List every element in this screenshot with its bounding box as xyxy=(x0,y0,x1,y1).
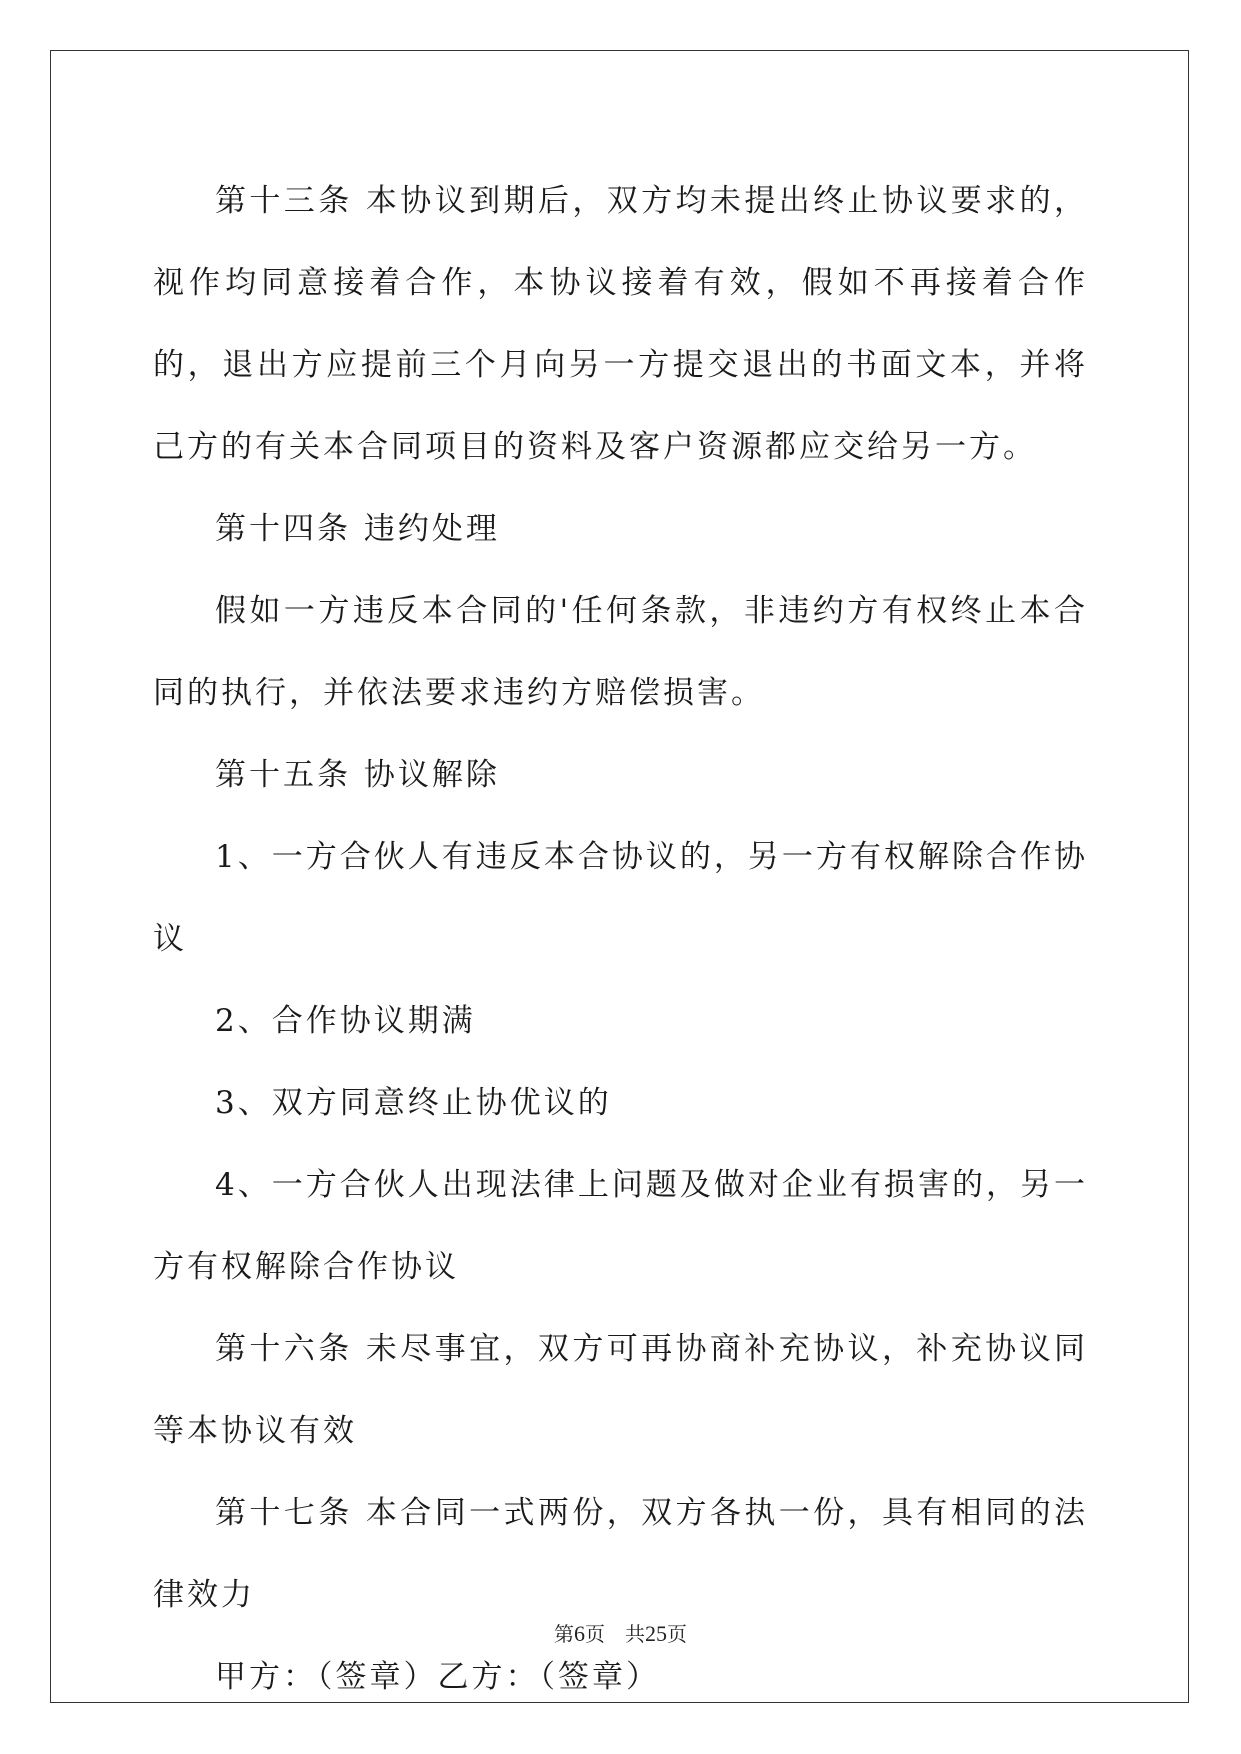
heading-article-14: 第十四条 违约处理 xyxy=(215,511,500,547)
list-item-3: 3、双方同意终止协优议的 xyxy=(215,1085,612,1121)
paragraph-article-17: 第十七条 本合同一式两份，双方各执一份，具有相同的法律效力 xyxy=(153,1495,1088,1613)
list-item-2: 2、合作协议期满 xyxy=(215,1003,476,1039)
page-prefix: 第 xyxy=(554,1622,574,1646)
page-suffix: 页 xyxy=(585,1622,605,1646)
paragraph-breach: 假如一方违反本合同的'任何条款，非违约方有权终止本合同的执行，并依法要求违约方赔偿损害。 xyxy=(153,593,1088,711)
heading-article-15: 第十五条 协议解除 xyxy=(215,757,500,793)
page-footer xyxy=(0,1618,1241,1647)
document-body xyxy=(153,160,1088,1718)
page-total-number: 25 xyxy=(645,1621,667,1646)
paragraph-article-16: 第十六条 未尽事宜，双方可再协商补充协议，补充协议同等本协议有效 xyxy=(153,1331,1088,1449)
total-suffix: 页 xyxy=(667,1622,687,1646)
list-item-1: 1、一方合伙人有违反本合协议的，另一方有权解除合作协议 xyxy=(153,839,1088,957)
signature-line: 甲方：（签章）乙方：（签章） xyxy=(215,1659,660,1695)
total-prefix: 共 xyxy=(625,1622,645,1646)
paragraph-article-13: 第十三条 本协议到期后，双方均未提出终止协议要求的，视作均同意接着合作，本协议接着有效，假如不再接着合作的，退出方应提前三个月向另一方提交退出的书面文本，并将己方的有关本合同项目的资料及客户资源都应交给另一方。 xyxy=(153,183,1088,465)
page-current-number: 6 xyxy=(574,1621,585,1646)
list-item-4: 4、一方合伙人出现法律上问题及做对企业有损害的，另一方有权解除合作协议 xyxy=(153,1167,1088,1285)
